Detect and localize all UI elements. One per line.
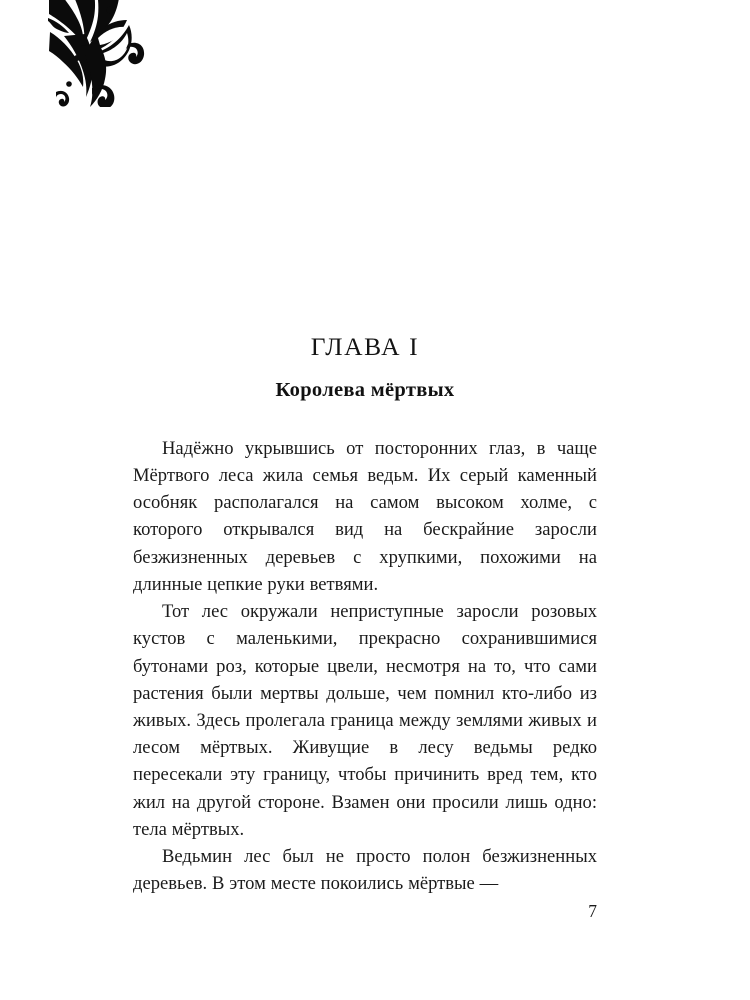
corner-flourish-ornament: [48, 0, 148, 107]
chapter-title-heading: Королева мёртвых: [275, 379, 455, 402]
paragraph: Тот лес окружали неприступные заросли розовых кустов с маленькими, прекрасно сохранившимися бутонами роз, которые цвели, несмотря на то, что сами растения были мертвы дольше, чем помнил кто-либо из живых. Здесь пролегала граница между землями живых и лесом мёртвых. Живущие в лесу ведьмы редко пересекали эту границу, чтобы причинить вред тем, кто жил на другой стороне. Взамен они просили лишь одно: тела мёртвых.: [133, 601, 597, 840]
chapter-number-heading: ГЛАВА I: [310, 332, 420, 361]
paragraph: Ведьмин лес был не просто полон безжизненных деревьев. В этом месте покоились мёртвые —: [133, 845, 597, 895]
paragraph: Надёжно укрывшись от посторонних глаз, в чаще Мёртвого леса жила семья ведьм. Их серый каменный особняк располагался на самом высоком холме, с которого открывался вид на бескрайние заросли безжизненных деревьев с хрупкими, похожими на длинные цепкие руки ветвями.: [133, 437, 597, 595]
text-column: [133, 332, 597, 897]
page-number: 7: [588, 901, 597, 921]
body-text: [133, 435, 597, 897]
